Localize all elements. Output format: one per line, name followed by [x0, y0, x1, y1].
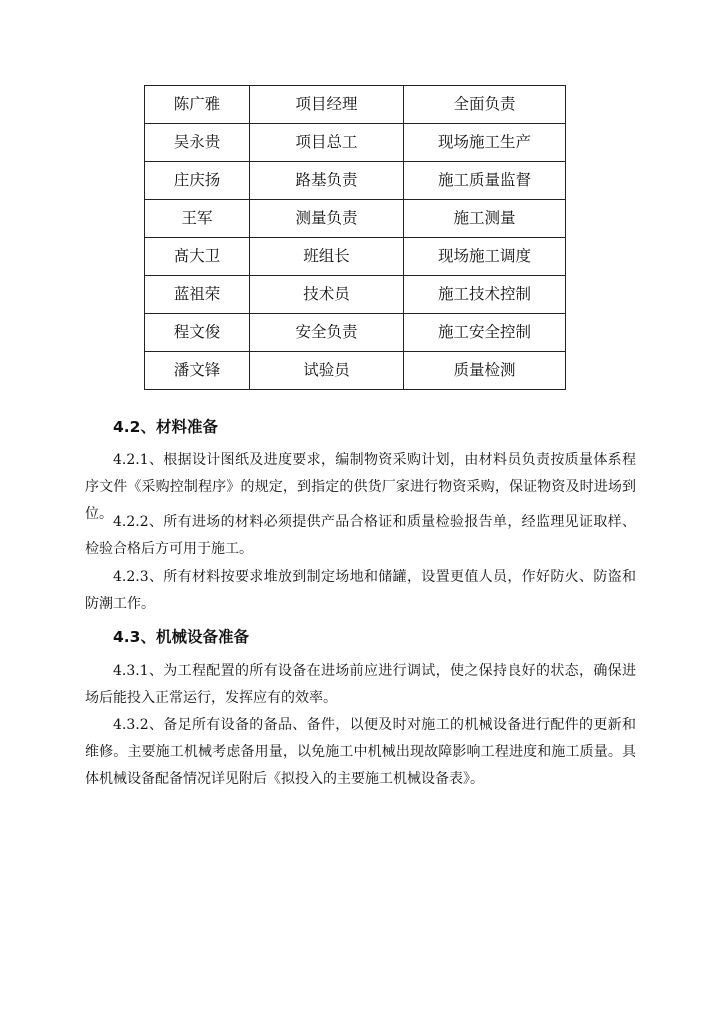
paragraph-4-2-3: 4.2.3、所有材料按要求堆放到制定场地和储罐，设置更值人员，作好防火、防盗和防潮工作。 — [85, 569, 636, 612]
table-row — [145, 314, 566, 352]
staff-role: 项目经理 — [250, 86, 404, 124]
staff-duty: 质量检测 — [404, 352, 566, 390]
table-row — [145, 238, 566, 276]
staff-duty: 施工质量监督 — [404, 162, 566, 200]
section-heading-equipment: 4.3、机械设备准备 — [113, 628, 249, 646]
table-row — [145, 162, 566, 200]
staff-duty: 现场施工调度 — [404, 238, 566, 276]
staff-duty: 施工技术控制 — [404, 276, 566, 314]
table-row — [145, 200, 566, 238]
staff-duty: 全面负责 — [404, 86, 566, 124]
section-heading-materials: 4.2、材料准备 — [113, 418, 218, 436]
staff-name: 程文俊 — [145, 314, 250, 352]
staff-role: 班组长 — [250, 238, 404, 276]
paragraph-4-2-1: 4.2.1、根据设计图纸及进度要求，编制物资采购计划，由材料员负责按质量体系程序文件《采购控制程序》的规定，到指定的供货厂家进行物资采购，保证物资及时进场到位。 — [85, 452, 636, 522]
staff-name: 潘文锋 — [145, 352, 250, 390]
table-row — [145, 276, 566, 314]
staff-table — [144, 85, 566, 390]
staff-name: 陈广雅 — [145, 86, 250, 124]
staff-duty: 施工测量 — [404, 200, 566, 238]
staff-name: 庄庆扬 — [145, 162, 250, 200]
staff-role: 技术员 — [250, 276, 404, 314]
staff-role: 安全负责 — [250, 314, 404, 352]
staff-role: 测量负责 — [250, 200, 404, 238]
staff-name: 髙大卫 — [145, 238, 250, 276]
table-row — [145, 124, 566, 162]
staff-name: 吴永贵 — [145, 124, 250, 162]
paragraph-4-3-2: 4.3.2、备足所有设备的备品、备件，以便及时对施工的机械设备进行配件的更新和维修。主要施工机械考虑备用量，以免施工中机械出现故障影响工程进度和施工质量。具体机械设备配备情况详见附后《拟投入的主要施工机械设备表》。 — [85, 717, 636, 787]
staff-name: 蓝祖荣 — [145, 276, 250, 314]
staff-role: 试验员 — [250, 352, 404, 390]
paragraph-4-2-2: 4.2.2、所有进场的材料必须提供产品合格证和质量检验报告单，经监理见证取样、检验合格后方可用于施工。 — [85, 514, 636, 557]
staff-duty: 现场施工生产 — [404, 124, 566, 162]
table-row — [145, 352, 566, 390]
paragraph-4-3-1: 4.3.1、为工程配置的所有设备在进场前应进行调试，使之保持良好的状态，确保进场后能投入正常运行，发挥应有的效率。 — [85, 663, 636, 706]
table-row — [145, 86, 566, 124]
staff-name: 王军 — [145, 200, 250, 238]
staff-role: 项目总工 — [250, 124, 404, 162]
staff-role: 路基负责 — [250, 162, 404, 200]
staff-duty: 施工安全控制 — [404, 314, 566, 352]
